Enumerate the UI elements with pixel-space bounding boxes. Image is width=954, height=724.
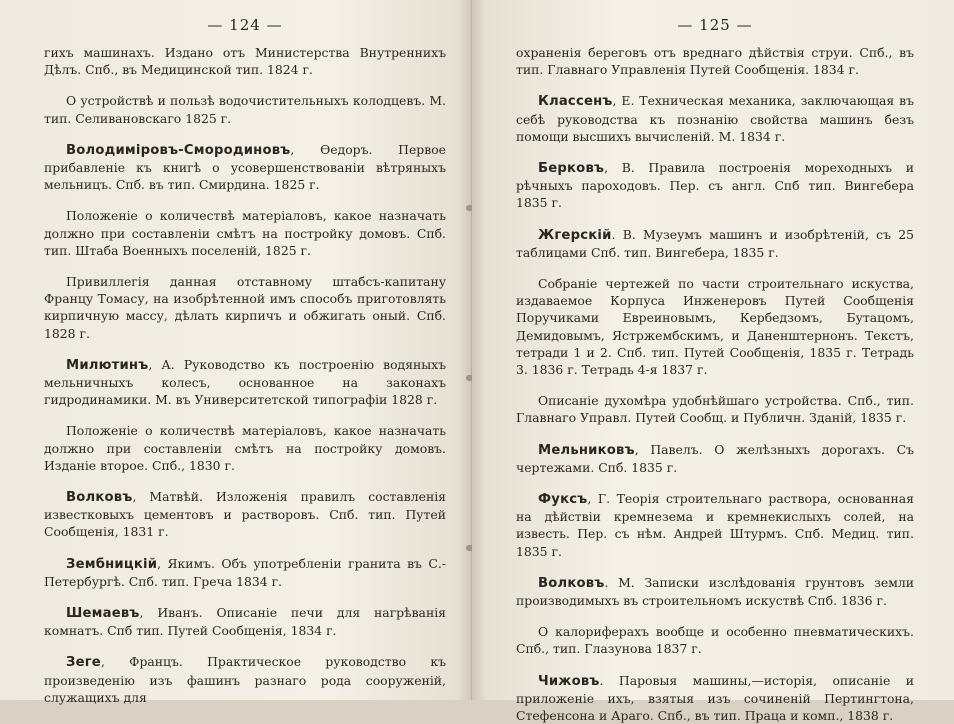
bibliography-entry [516, 392, 914, 426]
entry-text: О устройствѣ и пользѣ водочистительныхъ колодцевъ. М. тип. Селивановскаго 1825 г. [44, 93, 446, 126]
entry-text: , Е. Техническая механика, заключающая въ себѣ руководства къ познанію свойства машинъ безъ помощи высшихъ вычисленій. М. 1834 г. [516, 93, 914, 144]
page-number: — 125 — [677, 16, 753, 34]
entry-author: Мельниковъ [538, 442, 635, 458]
bibliography-entry [516, 159, 914, 212]
bibliography-entry [516, 275, 914, 378]
entry-author: Берковъ [538, 161, 605, 177]
entry-text: , Якимъ. Объ употребленіи гранита въ С.-Петербургѣ. Спб. тип. Греча 1834 г. [44, 555, 446, 589]
entry-author: Жгерскій [538, 227, 612, 243]
entry-text: , Францъ. Практическое руководство къ произведенію изъ фашинъ разнаго рода сооруженій, служащихъ для [44, 654, 446, 705]
bibliography-entry [516, 92, 914, 145]
entry-text: , А. Руководство къ построенію водяныхъ мельничныхъ колесъ, основанное на законахъ гидродинамики. М. въ Университетской типографіи 1828 г. [44, 356, 446, 408]
bibliography-entry [516, 574, 914, 609]
right-page [472, 0, 954, 724]
entry-text: . М. Записки изслѣдованія грунтовъ земли производимыхъ въ строительномъ искуствѣ Спб. 1836 г. [516, 574, 914, 609]
bibliography-entry [44, 604, 446, 639]
bibliography-entry [516, 226, 914, 261]
bibliography-entry [44, 488, 446, 541]
page-number: — 124 — [207, 16, 283, 34]
bibliography-entry [44, 92, 446, 126]
entry-text: , В. Правила построенія мореходныхъ и рѣчныхъ пароходовъ. Пер. съ англ. Спб тип. Вингебера 1835 г. [516, 160, 914, 211]
bibliography-entry [44, 273, 446, 342]
entry-text: гихъ машинахъ. Издано отъ Министерства Внутреннихъ Дѣлъ. Спб., въ Медицинской тип. 1824 г. [44, 45, 446, 78]
entry-author: Зембницкій [66, 556, 158, 572]
bibliography-entry [516, 623, 914, 657]
entry-text: Описаніе духомѣра удобнѣйшаго устройства. Спб., тип. Главнаго Управл. Путей Сообщ. и Публичн. Зданій, 1835 г. [516, 393, 914, 426]
entry-text: О калориферахъ вообще и особенно пневматическихъ. Спб., тип. Глазунова 1837 г. [516, 624, 914, 657]
bibliography-entry [44, 141, 446, 194]
bibliography-entry [516, 441, 914, 476]
entry-text: , Матвѣй. Изложенія правилъ составленія известковыхъ цементовъ и растворовъ. Спб. тип. Путей Сообщенія, 1831 г. [44, 489, 446, 540]
left-page [0, 0, 472, 705]
entry-text: Положеніе о количествѣ матеріаловъ, какое назначать должно при составленіи смѣтъ на постройку домовъ. Спб. тип. Штаба Военныхъ поселеній, 1825 г. [44, 208, 446, 258]
entry-text: охраненія береговъ отъ вреднаго дѣйствія струи. Спб., въ тип. Главнаго Управленія Путей Сообщенія. 1834 г. [516, 45, 914, 78]
entry-author: Волковъ [538, 575, 605, 591]
entry-author: Шемаевъ [66, 606, 140, 622]
entry-list [516, 44, 914, 724]
entry-author: Фуксъ [538, 492, 588, 508]
entry-text: Собраніе чертежей по части строительнаго искуства, издаваемое Корпуса Инженеровъ Путей Сообщенія Поручиками Евреиновымъ, Кербедзомъ, Бутацомъ, Демидовымъ, Ястржембскимъ, и Даненштернонъ. Текстъ, тетради 1 и 2. Спб. тип. Путей Сообщенія, 1835 г. Тетрадь 3. 1836 г. Тетрадь 4-я 1837 г. [516, 276, 914, 378]
entry-text: , Г. Теорія строительнаго раствора, основанная на дѣйствіи кремнезема и кремнекислыхъ солей, на известь. Пер. съ нѣм. Андрей Штурмъ. Спб. Медиц. тип. 1835 г. [516, 491, 914, 559]
entry-text: Привиллегія данная отставному штабсъ-капитану Францу Томасу, на изобрѣтенной имъ способъ приготовлять кирпичную массу, дѣлать кирпичъ и обжигать оный. Спб. 1828 г. [44, 274, 446, 341]
entry-author: Милютинъ [66, 357, 149, 373]
entry-text: , Ѳедоръ. Первое прибавленіе къ книгѣ о усовершенствованіи вѣтряныхъ мельницъ. Спб. въ тип. Смирдина. 1825 г. [44, 141, 446, 193]
entry-text: , Павелъ. О желѣзныхъ дорогахъ. Съ чертежами. Спб. 1835 г. [516, 441, 914, 475]
entry-author: Волковъ [66, 490, 133, 506]
bibliography-entry [516, 490, 914, 560]
entry-author: Классенъ [538, 94, 613, 110]
bibliography-entry [44, 44, 446, 78]
entry-text: . В. Музеумъ машинъ и изобрѣтеній, съ 25 таблицами Спб. тип. Вингебера, 1835 г. [516, 226, 914, 260]
bibliography-entry [44, 555, 446, 590]
entry-author: Чижовъ [538, 673, 600, 689]
entry-list [44, 44, 446, 706]
bibliography-entry [44, 207, 446, 259]
bibliography-entry [516, 44, 914, 78]
bibliography-entry [516, 672, 914, 724]
entry-author: Володиміровъ-Смородиновъ [66, 142, 291, 158]
bibliography-entry [44, 356, 446, 409]
entry-text: , Иванъ. Описаніе печи для нагрѣванія комнатъ. Спб тип. Путей Сообщенія, 1834 г. [44, 605, 446, 639]
entry-author: Зеге [66, 655, 101, 671]
bibliography-entry [44, 422, 446, 474]
bibliography-entry [44, 653, 446, 706]
entry-text: Положеніе о количествѣ матеріаловъ, какое назначать должно при составленіи смѣтъ на постройку домовъ. Изданіе второе. Спб., 1830 г. [44, 423, 446, 473]
entry-text: . Паровыя машины,—исторія, описаніе и приложеніе ихъ, взятыя изъ сочиненій Пертингтона, Стефенсона и Араго. Спб., въ тип. Праца и комп., 1838 г. [516, 672, 914, 724]
